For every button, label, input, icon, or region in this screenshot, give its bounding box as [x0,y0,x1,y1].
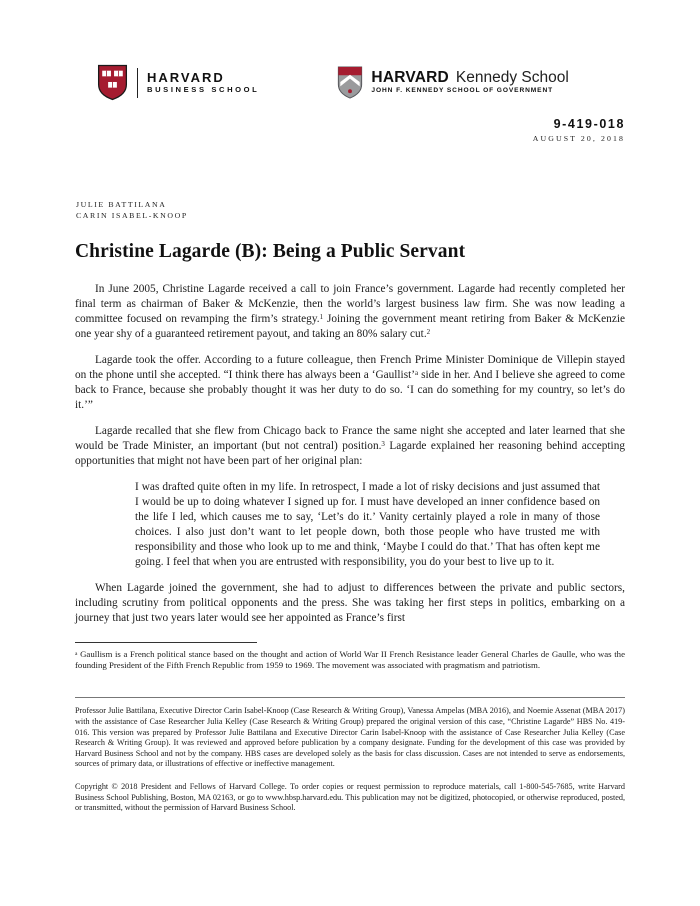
body-text [75,282,625,626]
footnote-a: $^a$ Gaullism is a French political stance based on the thought and action of World War II French Resistance leader General Charles de Gaulle, who was the founding President of the Fifth French Republic from 1959 to 1969. The movement was associated with pragmatism and patriotism. [75,649,625,671]
copyright-text: Copyright © 2018 President and Fellows of Harvard College. To order copies or request permission to reproduce materials, call 1-800-545-7685, write Harvard Business School Publishing, Boston, MA 02163, or go to www.hbsp.harvard.edu. This publication may not be digitized, photocopied, or otherwise reproduced, posted, or transmitted, without the permission of Harvard Business School. [75,781,625,813]
paragraph-4: When Lagarde joined the government, she had to adjust to differences between the private and public sectors, including scrutiny from political opponents and the press. She was taking her first steps in politics, embarking on a journey that just two years later would see her appointed as France’s first [75,582,625,624]
paragraph-3: Lagarde recalled that she flew from Chicago back to France the same night she accepted and later learned that she would be Trade Minister, an important (but not central) position.$^3$ Lagarde explained her reasoning behind accepting opportunities that might not have been part of her original plan: [75,425,625,467]
author-name: CARIN ISABEL-KNOOP [76,211,188,220]
case-meta [75,117,625,143]
paragraph-2: Lagarde took the offer. According to a future colleague, then French Prime Minister Dominique de Villepin stayed on the phone until she accepted. “I think there has always been a ‘Gaullist’$^a$ side in her. And I believe she agreed to come back to France, because she probably thought it was her duty to do so. ‘I can do something for my country, so let’s do it.’” [75,354,625,411]
footnote-separator [75,642,257,643]
case-date: AUGUST 20, 2018 [532,134,625,143]
hks-wordmark-subtitle: JOHN F. KENNEDY SCHOOL OF GOVERNMENT [371,87,554,94]
attribution-text: Professor Julie Battilana, Executive Director Carin Isabel-Knoop (Case Research & Writing Group), Vanessa Ampelas (MBA 2016), and Noemie Assenat (MBA 2017) with the assistance of Case Researcher Julia Kelley (Case Research & Writing Group) prepared the original version of this case, “Christine Lagarde” HBS No. 419-016. This version was prepared by Professor Julie Battilana and Executive Director Carin Isabel-Knoop with the assistance of Case Researcher Julia Kelley (Case Research & Writing Group). It was reviewed and approved before publication by a company designate. Funding for the development of this case was provided by Harvard Business School and not by the company. HBS cases are developed solely as the basis for class discussion. Cases are not intended to serve as endorsements, sources of primary data, or illustrations of effective or ineffective management. [75,706,625,769]
hks-wordmark-harvard: HARVARD [371,69,449,86]
authors-block [76,199,625,221]
hks-logo [337,66,568,99]
hbs-logo [97,64,259,101]
hks-wordmark-kennedy: Kennedy School [455,69,569,86]
hbs-logo-divider [137,68,138,98]
block-quote: I was drafted quite often in my life. In retrospect, I made a lot of risky decisions and just assumed that I would be up to doing whatever I signed up for. I must have developed an inner confidence based on the life I led, which causes me to say, ‘Let’s do it.’ Vanity certainly played a role in many of those choices. I also just don’t want to let people down, both those people who have trusted me with responsibility and those who look up to me and think, ‘Maybe I could do that.’ That has often kept me going. I feel that when you are entrusted with responsibility, you do your best to live up to it. [135,481,600,568]
hbs-wordmark [147,70,259,95]
author-name: JULIE BATTILANA [76,200,167,209]
hbs-wordmark-subtitle: BUSINESS SCHOOL [147,85,260,94]
case-number: 9-419-018 [553,117,625,131]
page-header [75,64,625,143]
hks-shield-icon [337,66,363,99]
hbs-shield-icon [97,64,128,101]
attribution-divider [75,697,625,698]
page-title: Christine Lagarde (B): Being a Public Servant [75,241,466,262]
logo-row [97,64,625,101]
paragraph-1: In June 2005, Christine Lagarde received a call to join France’s government. Lagarde had recently completed her final term as chairman of Baker & McKenzie, then the world’s largest business law firm. She was now leading a committee focused on revamping the firm’s strategy.$^1$ Joining the government meant retiring from Baker & McKenzie one year shy of a guaranteed retirement payout, and taking an 80% salary cut.$^2$ [75,283,625,340]
hks-wordmark [371,69,568,96]
hbs-wordmark-harvard: HARVARD [147,70,225,85]
